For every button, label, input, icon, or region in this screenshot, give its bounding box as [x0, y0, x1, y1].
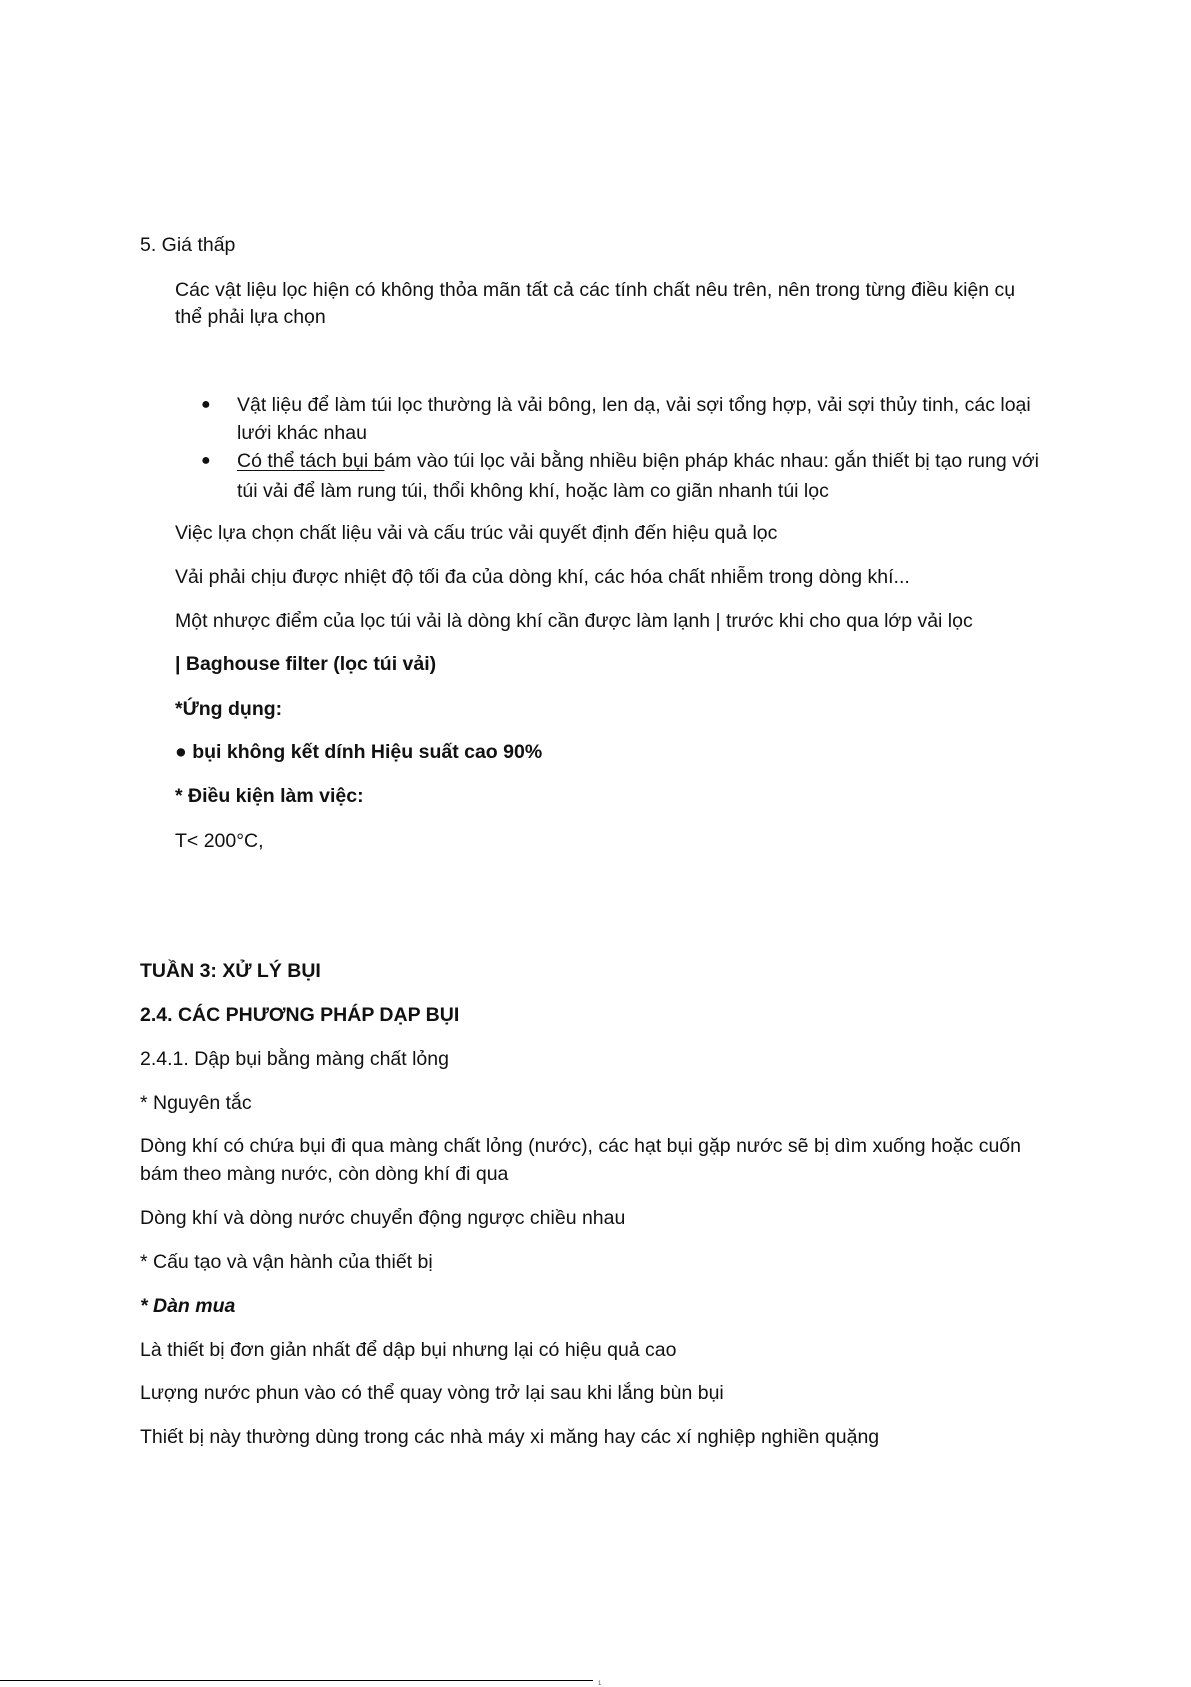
- baghouse-title: | Baghouse filter (lọc túi vải): [175, 653, 437, 675]
- bullet-2-line-2: túi vải để làm rung túi, thổi không khí, hoặc làm co giãn nhanh túi lọc: [237, 480, 829, 502]
- principle-heading: * Nguyên tắc: [140, 1092, 252, 1114]
- structure-heading: * Cấu tạo và vận hành của thiết bị: [140, 1251, 433, 1273]
- bullet-icon: ●: [201, 396, 211, 413]
- week-title: TUẦN 3: XỬ LÝ BỤI: [140, 960, 321, 982]
- application-heading: *Ứng dụng:: [175, 698, 283, 720]
- bullet-1-line-1: Vật liệu để làm túi lọc thường là vải bông, len dạ, vải sợi tổng hợp, vải sợi thủy tinh, các loại: [237, 394, 1031, 416]
- water-recycle-text: Lượng nước phun vào có thể quay vòng trở lại sau khi lắng bùn bụi: [140, 1382, 724, 1404]
- conditions-heading: * Điều kiện làm việc:: [175, 785, 364, 807]
- bullet-icon: ●: [201, 452, 211, 469]
- heading-low-cost: 5. Giá thấp: [140, 234, 236, 256]
- application-item: ● bụi không kết dính Hiệu suất cao 90%: [175, 741, 543, 763]
- principle-line-2: bám theo màng nước, còn dòng khí đi qua: [140, 1163, 509, 1185]
- bullet-2-rest: ám vào túi lọc vải bằng nhiều biện pháp khác nhau: gắn thiết bị tạo rung với: [384, 450, 1040, 472]
- spray-heading: * Dàn mua: [140, 1295, 236, 1317]
- intro-line-2: thể phải lựa chọn: [175, 306, 326, 328]
- footnote-separator: [0, 1680, 593, 1681]
- underlined-text: Có thể tách bụi b: [237, 450, 385, 472]
- paragraph-temperature-resistance: Vải phải chịu được nhiệt độ tối đa của dòng khí, các hóa chất nhiễm trong dòng khí...: [175, 566, 910, 588]
- method-title: 2.4. CÁC PHƯƠNG PHÁP DẠP BỤI: [140, 1004, 460, 1026]
- temperature-condition: T< 200°C,: [175, 830, 264, 852]
- paragraph-fabric-choice: Việc lựa chọn chất liệu vải và cấu trúc vải quyết định đến hiệu quả lọc: [175, 522, 778, 544]
- usage-text: Thiết bị này thường dùng trong các nhà máy xi măng hay các xí nghiệp nghiền quặng: [140, 1426, 880, 1448]
- subsection-title: 2.4.1. Dập bụi bằng màng chất lỏng: [140, 1048, 449, 1070]
- principle-line-1: Dòng khí có chứa bụi đi qua màng chất lỏng (nước), các hạt bụi gặp nước sẽ bị dìm xuống hoặc cuốn: [140, 1135, 1021, 1157]
- paragraph-drawback: Một nhược điểm của lọc túi vải là dòng khí cần được làm lạnh | trước khi cho qua lớp vải lọc: [175, 610, 973, 632]
- bullet-1-line-2: lưới khác nhau: [237, 422, 367, 444]
- footnote-mark: 1: [598, 1681, 602, 1687]
- bullet-2-line-1: [237, 447, 1039, 475]
- intro-line-1: Các vật liệu lọc hiện có không thỏa mãn tất cả các tính chất nêu trên, nên trong từng điều kiện cụ: [175, 279, 1016, 301]
- counterflow-text: Dòng khí và dòng nước chuyển động ngược chiều nhau: [140, 1207, 626, 1229]
- spray-description: Là thiết bị đơn giản nhất để dập bụi nhưng lại có hiệu quả cao: [140, 1339, 677, 1361]
